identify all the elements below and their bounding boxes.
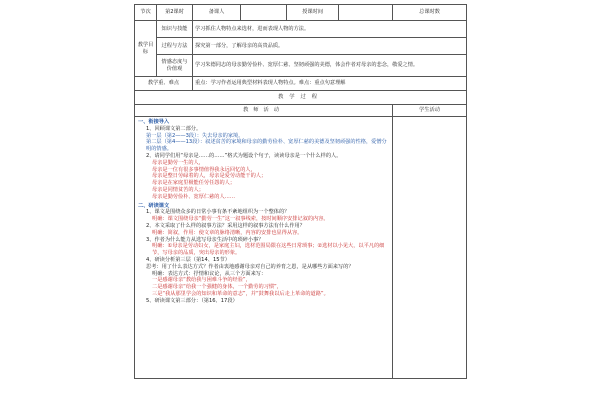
process-line: 母亲是勤劳一生的人， <box>152 159 204 166</box>
process-title: 教学过程 <box>135 91 467 105</box>
period-label: 节次 <box>135 5 157 21</box>
header-row <box>135 5 467 21</box>
goal-1-text: 学习抓住人物特点来选材，进而表现人物的方法。 <box>193 21 467 38</box>
process-body-row <box>135 117 467 379</box>
goals-label: 教学目标 <box>135 21 157 77</box>
process-line: 5、研读课文第三部分：（第16、17段） <box>146 297 238 304</box>
process-line: 母亲是整日劳碌着的人，母亲是爱劳动能干的人； <box>152 173 267 180</box>
goal-row-2 <box>135 38 467 55</box>
keypoints-text: 重点：学习作者运用典型材料表现人物特点。难点：重点句意理解 <box>193 77 467 91</box>
process-line: 1、回顾课文第二部分。 <box>146 125 202 132</box>
teacher-col-header: 教师活动 <box>135 105 393 117</box>
keypoints-row <box>135 77 467 91</box>
goal-2-text: 探究第一部分，了解母亲的高贵品质。 <box>193 38 467 55</box>
period-value: 第2课时 <box>157 5 193 21</box>
student-col-header: 学生活动 <box>393 105 467 117</box>
process-line: 一是感谢母亲“教给我与困难斗争的经验”， <box>152 277 251 284</box>
process-line: 思考：用了什么表达方式？作者由衷地感谢母亲对自己的养育之恩，是从哪些方面来写的？ <box>146 263 354 270</box>
process-line: 三是“我从那里学会的知识和革命的意志”，并“鼓舞我以后走上革命的道路”。 <box>152 290 329 297</box>
process-line: 3、作者为什么能力从选写母亲生活中的琐碎小事？ <box>146 236 264 243</box>
goal-3-label: 情感态度与价值观 <box>157 55 193 77</box>
goal-row-1 <box>135 21 467 38</box>
process-line: 2、本文采取了什么样的叙事方法？采用这样的叙事方法有什么作用？ <box>146 222 305 229</box>
goal-row-3 <box>135 55 467 77</box>
goal-1-label: 知识与技能 <box>157 21 193 38</box>
process-line: 2、请同学们用“母亲是……的……”格式为题设个句子，读读母亲是一个什么样的人。 <box>146 152 342 159</box>
section-heading: 一、衔接导入 <box>138 119 170 125</box>
lesson-plan-table <box>134 4 467 379</box>
section-heading: 二、研读课文 <box>138 202 170 209</box>
preparer-label: 备课人 <box>193 5 241 21</box>
keypoints-label: 教学重、难点 <box>135 77 193 91</box>
process-line: 1、课文是围绕众多的日常小事有条不紊地组织为一个整体的？ <box>146 209 290 216</box>
goal-2-label: 过程与方法 <box>157 38 193 55</box>
lesson-plan-sheet <box>134 4 466 396</box>
time-label: 授课时间 <box>287 5 339 21</box>
goal-3-text: 学习朱德同志的母亲勤劳俭朴、宽厚仁慈、坚韧顽强的美德，体会作者对母亲的悲念，敬爱之情。 <box>193 55 467 77</box>
process-line: 明确：表达方式：抒情和议论，从三个方面来写： <box>152 270 267 277</box>
process-line: 明确：课文围绕母亲“勤劳一生”这一叙事线索，按时间顺序安排记叙的内容。 <box>152 216 329 223</box>
process-line: 明确：①母亲是劳动妇女，是家庭主妇，选材范围局限在这些日常琐事；②选材以小见大，以平凡的细节，写母亲的品质，突出母亲的形象。 <box>152 243 385 257</box>
process-line: 明确：简叙，作用：使文章的脉络清晰，内容的安排也显得从容。 <box>152 229 303 236</box>
process-line: 母亲是勤劳俭朴、宽厚仁慈的人…… <box>152 193 236 200</box>
teacher-activity-cell <box>135 117 393 379</box>
process-line: 二是感谢母亲“给我一个强健的身体，一个勤劳的习惯”， <box>152 284 282 291</box>
process-line: 母亲是同情贫苦的人； <box>152 186 204 193</box>
process-line: 4、研读分析第三层（第14、15节） <box>146 256 230 263</box>
process-header-row <box>135 105 467 117</box>
time-value <box>339 5 393 21</box>
process-line: 第一层（第2——3段）：失去母亲的家境。 <box>146 132 244 139</box>
total-label: 总课时数 <box>393 5 467 21</box>
process-line: 母亲是一位有很多事情值得我永远回忆的人， <box>152 166 256 173</box>
student-activity-cell <box>393 117 467 379</box>
process-line: 母亲是在家庭里极能任劳任怨的人； <box>152 180 236 187</box>
process-title-row <box>135 91 467 105</box>
preparer-value <box>241 5 287 21</box>
process-line: 第二层（第4——13段）：叙述贫苦的家境和母亲的勤劳俭朴、宽厚仁慈的美德及坚韧顽强的性格，爱憎分明的情感。 <box>146 139 387 153</box>
